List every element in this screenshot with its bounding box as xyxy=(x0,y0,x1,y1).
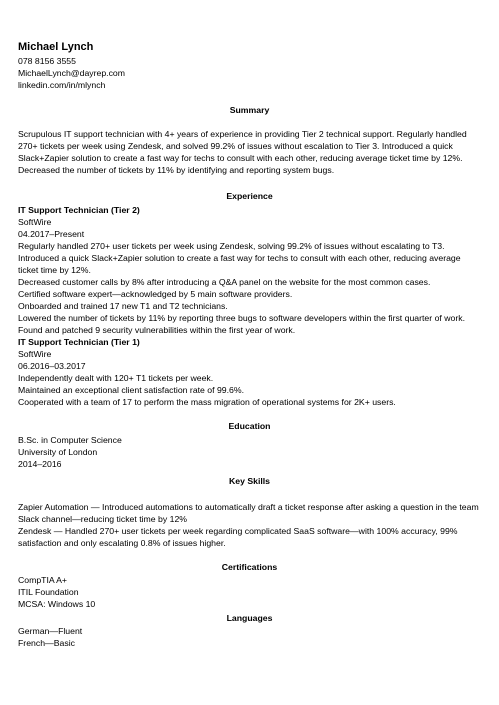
job-bullet: Decreased customer calls by 8% after introducing a Q&A panel on the website for the most common cases. xyxy=(18,277,431,287)
job-bullet: Certified software expert—acknowledged by 5 main software providers. xyxy=(18,289,293,299)
school-name: University of London xyxy=(18,447,98,457)
languages-list xyxy=(18,625,481,649)
company-name: SoftWire xyxy=(18,349,52,359)
languages-heading: Languages xyxy=(226,613,273,623)
skill-item: Zapier Automation — Introduced automations to automatically draft a ticket response after asking a question in the team Slack channel—reducing ticket time by 12% xyxy=(18,502,479,524)
job-title: IT Support Technician (Tier 2) xyxy=(18,205,140,215)
linkedin-url: linkedin.com/in/mlynch xyxy=(18,80,106,90)
language-item: German—Fluent xyxy=(18,626,83,636)
job-bullet: Lowered the number of tickets by 11% by reporting three bugs to software developers within the first quarter of work. xyxy=(18,313,465,323)
job-bullet: Introduced a quick Slack+Zapier solution to create a fast way for techs to consult with each other, reducing average ticket time by 12%. xyxy=(18,253,461,275)
candidate-name: Michael Lynch xyxy=(18,41,94,53)
job-entry xyxy=(18,336,481,408)
education-years: 2014–2016 xyxy=(18,459,62,469)
language-item: French—Basic xyxy=(18,638,75,648)
job-dates: 04.2017–Present xyxy=(18,229,85,239)
job-entry xyxy=(18,204,481,336)
summary-heading: Summary xyxy=(229,105,270,115)
skills-heading: Key Skills xyxy=(228,476,271,486)
certification-item: MCSA: Windows 10 xyxy=(18,599,96,609)
summary-text: Scrupulous IT support technician with 4+ years of experience in providing Tier 2 technical support. Regularly handled 270+ tickets per week using Zendesk, and solved 99.2% of issues without escalation to Tier 3. Introduced a quick Slack+Zapier solution to create a fast way for techs to consult with each other, reducing average ticket time by 12%. Decreased the number of tickets by 11% by identifying and reporting system bugs. xyxy=(18,129,467,175)
job-bullet: Cooperated with a team of 17 to perform the mass migration of operational systems for 2K+ users. xyxy=(18,397,396,407)
contact-header xyxy=(18,40,481,91)
certification-item: CompTIA A+ xyxy=(18,575,68,585)
certifications-heading: Certifications xyxy=(221,562,278,572)
job-title: IT Support Technician (Tier 1) xyxy=(18,337,140,347)
education-entry xyxy=(18,434,481,470)
experience-heading: Experience xyxy=(226,191,273,201)
job-bullet: Maintained an exceptional client satisfaction rate of 99.6%. xyxy=(18,385,245,395)
job-bullet: Regularly handled 270+ user tickets per week using Zendesk, solving 99.2% of issues without escalating to T3. xyxy=(18,241,445,251)
job-bullet: Independently dealt with 120+ T1 tickets per week. xyxy=(18,373,214,383)
phone-number: 078 8156 3555 xyxy=(18,56,76,66)
email-address: MichaelLynch@dayrep.com xyxy=(18,68,126,78)
certifications-list xyxy=(18,574,481,610)
job-dates: 06.2016–03.2017 xyxy=(18,361,86,371)
job-bullet: Found and patched 9 security vulnerabilities within the first year of work. xyxy=(18,325,296,335)
certification-item: ITIL Foundation xyxy=(18,587,79,597)
skill-item: Zendesk — Handled 270+ user tickets per week regarding complicated SaaS software—with 100% accuracy, 99% satisfaction and only escalating 0.8% of issues higher. xyxy=(18,526,458,548)
education-heading: Education xyxy=(228,421,271,431)
degree: B.Sc. in Computer Science xyxy=(18,435,122,445)
skills-list xyxy=(18,501,481,549)
company-name: SoftWire xyxy=(18,217,52,227)
job-bullet: Onboarded and trained 17 new T1 and T2 technicians. xyxy=(18,301,228,311)
